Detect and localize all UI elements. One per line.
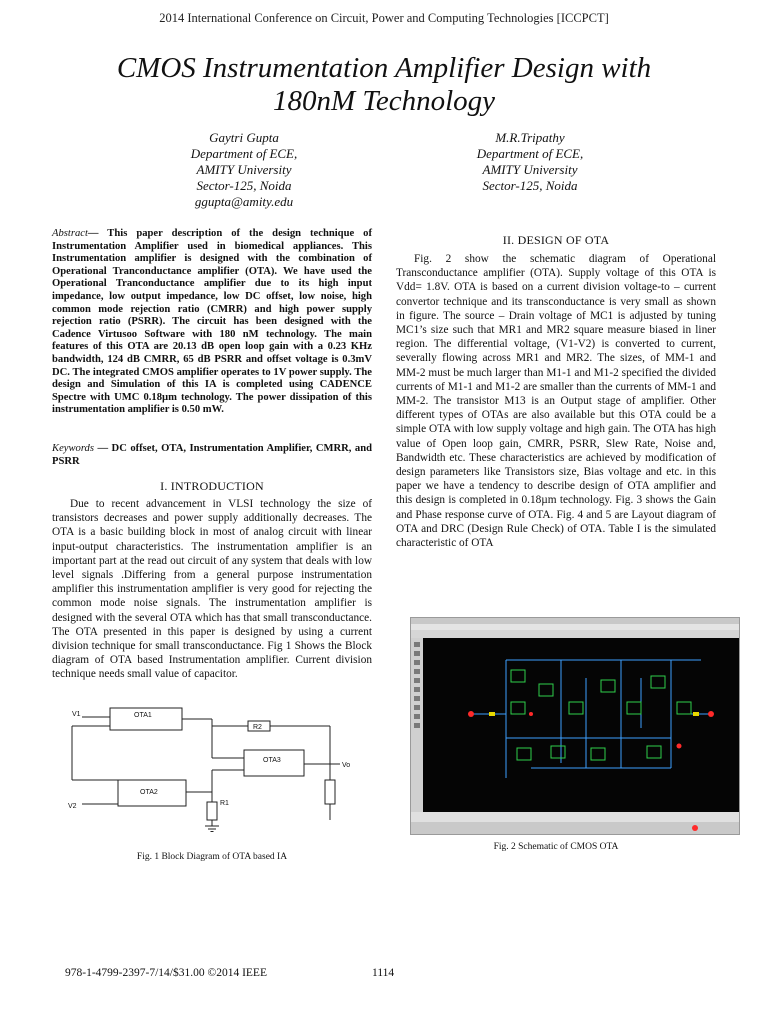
fig1-label-v2: V2 (68, 803, 77, 810)
fig1-label-ota1: OTA1 (134, 712, 152, 719)
title-line-2: 180nM Technology (272, 85, 496, 117)
keywords (52, 443, 372, 468)
paper-title (60, 52, 708, 118)
author-block-1 (114, 130, 374, 210)
fig1-label-r1: R1 (220, 800, 229, 807)
schematic-canvas (411, 618, 739, 834)
page-number: 1114 (372, 967, 395, 979)
author-address: Sector-125, Noida (196, 178, 292, 193)
author-department: Department of ECE, (190, 146, 298, 161)
author-email: ggupta@amity.edu (194, 194, 294, 209)
abstract-lead: Abstract (52, 228, 88, 239)
author-address: Sector-125, Noida (482, 178, 578, 193)
author-block-2 (400, 130, 660, 194)
footer-isbn: 978-1-4799-2397-7/14/$31.00 ©2014 IEEE (65, 967, 267, 979)
author-university: AMITY University (482, 162, 578, 177)
fig1-label-r2: R2 (253, 724, 262, 731)
fig2-caption: Fig. 2 Schematic of CMOS OTA (493, 842, 619, 852)
design-body: Fig. 2 show the schematic diagram of Operational Transconductance amplifier (OTA). Supply voltage of this OTA is Vdd= 1.8V. OTA is based on a current division voltage-to – current convertor technique and its transconductance is very small as shown in figure. The source – Drain voltage of MC1 is adjusted by tuning MC1’s size such that MR1 and MR2 square measure biased in liner region. The differential voltage, (V1-V2) is converted to current, severally flowing across MR1 and MR2. The sizes, of MM-1 and MM-2 must be much larger than M1-1 and M1-2 specified the divided currents of M1-1 and M1-2 are smaller than the currents of MM-1 and MM-2. The transistor M13 is an Output stage of amplifier. Other different types of OTAs are also available but this OTA could be a simple OTA with low supply voltage and high gain. The OTA has high value of Open loop gain, CMRR, PSRR, Slew Rate, Noise and, Bandwidth etc. These characteristics are achieved by modification of design parameters like Transistors size, Bias voltage and etc. in this paper we have a tendency to describe design of OTA amplifier and this design is completed in 0.18µm technology. Fig. 3 shows the Gain and Phase response curve of OTA. Fig. 4 and 5 are Layout diagram of OTA and DRC (Design Rule Check) of OTA. Table I is the simulated characteristic of OTA (396, 253, 716, 550)
block-diagram-figure (62, 704, 362, 832)
introduction-body: Due to recent advancement in VLSI technology the size of transistors decreases and power supply additionally decreases. The OTA is a basic building block in most of analog circuit with linear input-output characteristics. The instrumentation amplifier is an important part at the read out circuit of any system that deals with low level signals .Differing from a general purpose instrumentation amplifier this instrumentation amplifier is very good for rejecting the common mode noise signals. The instrumentation amplifier is designed with the several OTA which has that small transconductance. The OTA presented in this paper is designed by using a current division technique for small transconductance. Fig 1 Shows the Block diagram of OTA based Instrumentation amplifier. Current division technique needs small value of capacitor. (52, 498, 372, 681)
design-heading: II. DESIGN OF OTA (502, 233, 610, 247)
schematic-figure (410, 617, 740, 835)
fig1-label-vo: Vo (342, 762, 351, 769)
fig1-label-ota2: OTA2 (140, 789, 158, 796)
fig1-label-v1: V1 (72, 711, 81, 718)
abstract-text: — This paper description of the design technique of Instrumentation Amplifier used in biomedical appliances. This Instrumentation amplifier is designed with the combination of Operational Tranconductance amplifier (OTA). We have used the Operational Tranconductance amplifier due to its high input impedance, low output impedance, low DC offset, low noise, high common mode rejection ratio (CMRR) and high power supply rejection ratio (PSRR). The circuit has been designed with the Cadence Virtusoo Software with 180 nM technology. The main features of this OTA are 20.13 dB open loop gain with a 0.23 KHz bandwidth, 124 dB CMRR, 65 dB PSRR and offset voltage is 0.3mV DC. The integrated CMOS amplifier operates to 1V power supply. The design and Simulation of this IA is completed using CADENCE Spectre with UMC 0.18µm technology. The power dissipation of this instrumentation amplifier is 0.50 mW. (52, 228, 372, 416)
abstract (52, 228, 372, 417)
author-name: Gaytri Gupta (209, 130, 279, 145)
keywords-text: — DC offset, OTA, Instrumentation Amplifier, CMRR, and PSRR (52, 443, 372, 467)
conference-header: 2014 International Conference on Circuit, Power and Computing Technologies [ICCPCT] (159, 11, 609, 25)
author-department: Department of ECE, (476, 146, 584, 161)
introduction-heading: I. INTRODUCTION (160, 479, 264, 493)
fig1-label-ota3: OTA3 (263, 757, 281, 764)
author-name: M.R.Tripathy (495, 130, 565, 145)
keywords-lead: Keywords (52, 443, 94, 454)
author-university: AMITY University (196, 162, 292, 177)
fig1-caption: Fig. 1 Block Diagram of OTA based IA (136, 852, 288, 862)
title-line-1: CMOS Instrumentation Amplifier Design with (116, 52, 652, 84)
